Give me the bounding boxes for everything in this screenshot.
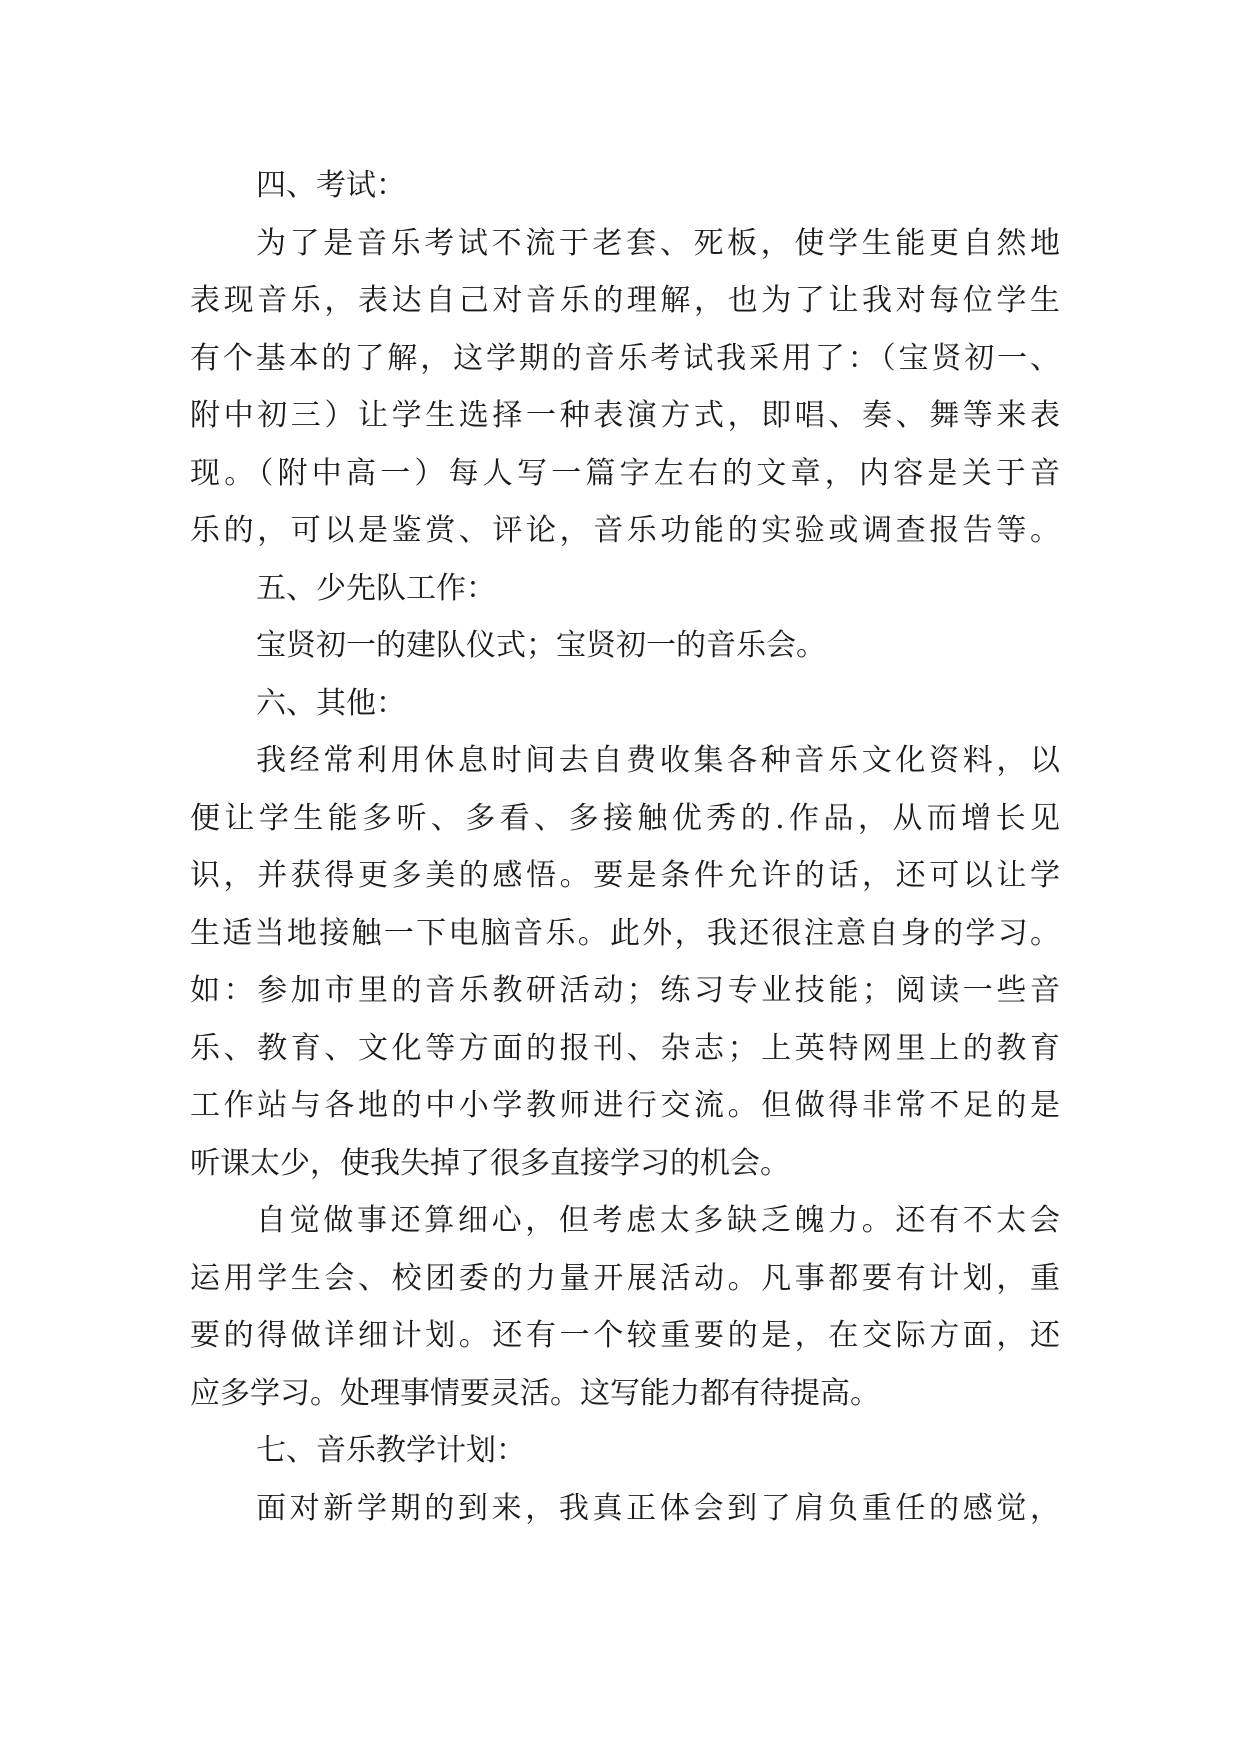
text-line: 便让学生能多听、多看、多接触优秀的.作品，从而增长见 [190, 800, 1060, 836]
text-line: 运用学生会、校团委的力量开展活动。凡事都要有计划，重 [190, 1260, 1060, 1296]
text-line: 要的得做详细计划。还有一个较重要的是，在交际方面，还 [190, 1318, 1060, 1353]
text-line: 宝贤初一的建队仪式；宝贤初一的音乐会。 [256, 628, 826, 663]
text-line: 听课太少，使我失掉了很多直接学习的机会。 [190, 1145, 790, 1181]
text-line: 为了是音乐考试不流于老套、死板，使学生能更自然地 [256, 225, 1060, 261]
section-heading-other: 六、其他： [256, 685, 406, 721]
text-line: 现。（附中高一）每人写一篇字左右的文章，内容是关于音 [190, 455, 1060, 491]
document-body [190, 157, 1060, 1537]
section-heading-exam: 四、考试： [256, 168, 406, 203]
text-line: 有个基本的了解，这学期的音乐考试我采用了：（宝贤初一、 [190, 340, 1060, 376]
text-line: 识，并获得更多美的感悟。要是条件允许的话，还可以让学 [190, 858, 1060, 893]
text-line: 乐的，可以是鉴赏、评论，音乐功能的实验或调查报告等。 [190, 513, 1060, 548]
text-line: 乐、教育、文化等方面的报刊、杂志；上英特网里上的教育 [190, 1030, 1060, 1066]
text-line: 我经常利用休息时间去自费收集各种音乐文化资料，以 [256, 743, 1060, 778]
text-line: 如：参加市里的音乐教研活动；练习专业技能；阅读一些音 [190, 973, 1060, 1008]
section-heading-teaching-plan: 七、音乐教学计划： [256, 1433, 526, 1468]
text-line: 附中初三）让学生选择一种表演方式，即唱、奏、舞等来表 [190, 398, 1060, 433]
text-line: 面对新学期的到来，我真正体会到了肩负重任的感觉， [256, 1490, 1060, 1526]
text-line: 应多学习。处理事情要灵活。这写能力都有待提高。 [190, 1375, 880, 1411]
section-heading-pioneers: 五、少先队工作： [256, 570, 496, 606]
text-line: 工作站与各地的中小学教师进行交流。但做得非常不足的是 [190, 1088, 1060, 1123]
text-line: 自觉做事还算细心，但考虑太多缺乏魄力。还有不太会 [256, 1203, 1060, 1238]
text-line: 生适当地接触一下电脑音乐。此外，我还很注意自身的学习。 [190, 915, 1060, 951]
text-line: 表现音乐，表达自己对音乐的理解，也为了让我对每位学生 [190, 283, 1060, 318]
